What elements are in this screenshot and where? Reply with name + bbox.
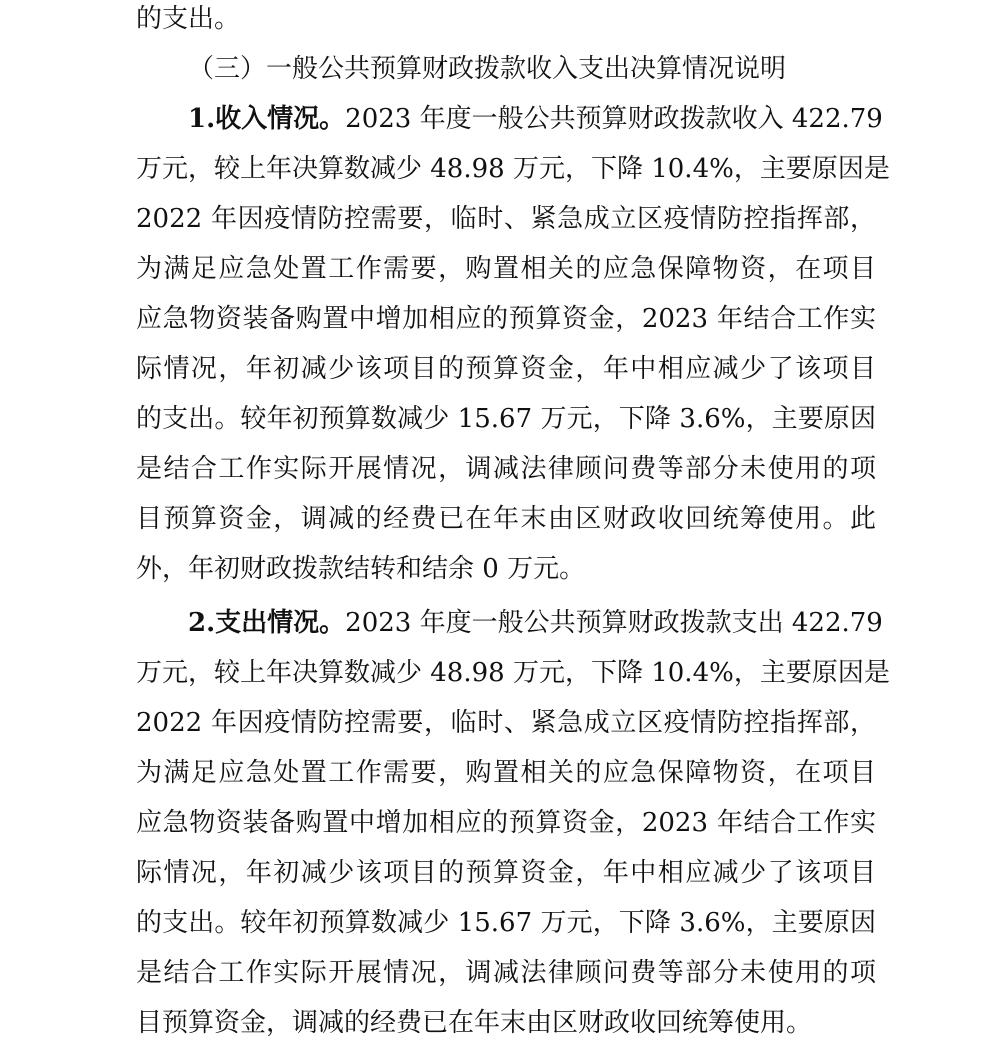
- income-line: 的支出。较年初预算数减少 15.67 万元，下降 3.6%，主要原因: [136, 404, 876, 434]
- expenditure-label: 2.支出情况。: [188, 608, 346, 638]
- section-heading: （三）一般公共预算财政拨款收入支出决算情况说明: [188, 54, 787, 84]
- income-line: 外，年初财政拨款结转和结余 0 万元。: [136, 554, 586, 584]
- expenditure-line: 万元，较上年决算数减少 48.98 万元，下降 10.4%，主要原因是: [136, 658, 890, 688]
- expenditure-line: 应急物资装备购置中增加相应的预算资金，2023 年结合工作实: [136, 808, 876, 838]
- expenditure-line: 为满足应急处置工作需要，购置相关的应急保障物资，在项目: [136, 758, 876, 788]
- income-paragraph-first-line: [188, 94, 883, 144]
- income-line: 2022 年因疫情防控需要，临时、紧急成立区疫情防控指挥部，: [136, 204, 876, 234]
- expenditure-line: 的支出。较年初预算数减少 15.67 万元，下降 3.6%，主要原因: [136, 908, 876, 938]
- income-line: 是结合工作实际开展情况，调减法律顾问费等部分未使用的项: [136, 454, 876, 484]
- expenditure-line: 是结合工作实际开展情况，调减法律顾问费等部分未使用的项: [136, 958, 876, 988]
- income-line: 际情况，年初减少该项目的预算资金，年中相应减少了该项目: [136, 354, 876, 384]
- income-line: 万元，较上年决算数减少 48.98 万元，下降 10.4%，主要原因是: [136, 154, 890, 184]
- income-label: 1.收入情况。: [188, 104, 346, 134]
- top-fragment-line: 的支出。: [136, 4, 241, 34]
- expenditure-line: 2022 年因疫情防控需要，临时、紧急成立区疫情防控指挥部，: [136, 708, 876, 738]
- expenditure-paragraph-first-line: [188, 598, 883, 648]
- expenditure-line-text: 2023 年度一般公共预算财政拨款支出 422.79: [345, 608, 883, 638]
- expenditure-line: 际情况，年初减少该项目的预算资金，年中相应减少了该项目: [136, 858, 876, 888]
- income-line: 为满足应急处置工作需要，购置相关的应急保障物资，在项目: [136, 254, 876, 284]
- expenditure-line: 目预算资金，调减的经费已在年末由区财政收回统筹使用。: [136, 1008, 813, 1038]
- income-line: 应急物资装备购置中增加相应的预算资金，2023 年结合工作实: [136, 304, 876, 334]
- income-line: 目预算资金，调减的经费已在年末由区财政收回统筹使用。此: [136, 504, 876, 534]
- income-line-text: 2023 年度一般公共预算财政拨款收入 422.79: [345, 104, 883, 134]
